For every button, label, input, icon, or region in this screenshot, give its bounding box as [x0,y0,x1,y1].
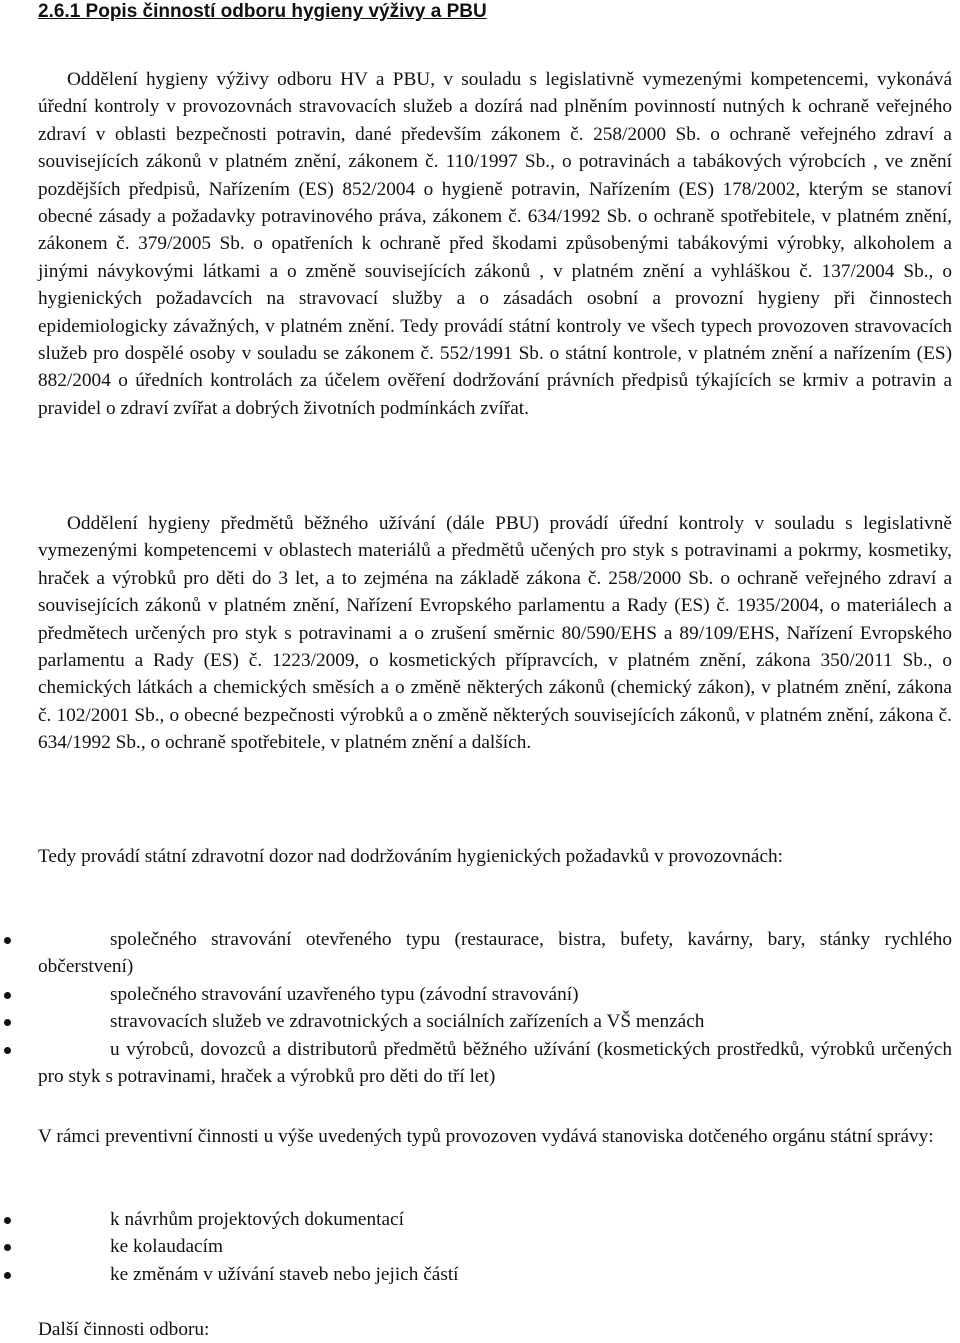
dozor-list [0,926,952,1090]
list-item [0,1206,952,1233]
bullet-icon [4,937,11,944]
list-item [0,981,952,1008]
list-item [0,1233,952,1260]
list-item-text: ke kolaudacím [110,1236,223,1258]
list-item-text: společného stravování uzavřeného typu (závodní stravování) [110,983,579,1005]
stanoviska-list [0,1206,952,1288]
section-heading: 2.6.1 Popis činností odboru hygieny výživy a PBU [38,1,487,22]
bullet-icon [4,992,11,999]
bullet-icon [4,1217,11,1224]
paragraph-dozor-intro: Tedy provádí státní zdravotní dozor nad dodržováním hygienických požadavků v provozovnách: [38,846,784,867]
list-item-text: společného stravování otevřeného typu (restaurace, bistra, bufety, kavárny, bary, stánky rychlého občerstvení) [38,929,952,978]
list-item-text: k návrhům projektových dokumentací [110,1209,404,1230]
paragraph-hygiena-vyzivy: Oddělení hygieny výživy odboru HV a PBU, v souladu s legislativně vymezenými kompetencemi, vykonává úřední kontroly v provozovnách stravovacích služeb a dozírá nad plněním povinností nutných k ochraně veřejného zdraví v oblasti bezpečnosti potravin, dané především zákonem č. 258/2000 Sb. o ochraně veřejného zdraví a souvisejících zákonů v platném znění, zákonem č. 110/1997 Sb., o potravinách a tabákových výrobcích , ve znění pozdějších předpisů, Nařízením (ES) 852/2004 o hygieně potravin, Nařízením (ES) 178/2002, kterým se stanoví obecné zásady a požadavky potravinového práva, zákonem č. 634/1992 Sb. o ochraně spotřebitele, v platném znění, zákonem č. 379/2005 Sb. o opatřeních k ochraně před škodami způsobenými tabákovými výrobky, alkoholem a jinými návykovými látkami a o změně souvisejících zákonů , v platném znění a vyhláškou č. 137/2004 Sb., o hygienických požadavcích na stravovací služby a o zásadách osobní a provozní hygieny při činnostech epidemiologicky závažných, v platném znění. Tedy provádí státní kontroly ve všech typech provozoven stravovacích služeb pro dospělé osoby v souladu se zákonem č. 552/1991 Sb. o státní kontrole, v platném znění a nařízením (ES) 882/2004 o úředních kontrolách za účelem ověření dodržování právních předpisů týkajících se krmiv a potravin a pravidel o zdraví zvířat a dobrých životních podmínkách zvířat. [38,69,952,419]
bullet-icon [4,1047,11,1054]
list-item-text: ke změnám v užívání staveb nebo jejich částí [110,1263,459,1285]
list-item [0,926,952,981]
list-item [0,1261,952,1288]
bullet-icon [4,1244,11,1251]
paragraph-dalsi-cinnosti: Další činnosti odboru: [38,1319,210,1340]
list-item [0,1036,952,1091]
bullet-icon [4,1272,11,1279]
paragraph-pbu: Oddělení hygieny předmětů běžného užívání (dále PBU) provádí úřední kontroly v souladu s legislativně vymezenými kompetencemi v oblastech materiálů a předmětů učených pro styk s potravinami a pokrmy, kosmetiky, hraček a výrobků pro děti do 3 let, a to zejména na základě zákona č. 258/2000 Sb. o ochraně veřejného zdraví a souvisejících zákonů v platném znění, Nařízení Evropského parlamentu a Rady (ES) č. 1935/2004, o materiálech a předmětech určených pro styk s potravinami a o zrušení směrnic 80/590/EHS a 89/109/EHS, Nařízení Evropského parlamentu a Rady (ES) č. 1223/2009, o kosmetických přípravcích, v platném znění, zákona 350/2011 Sb., o chemických látkách a chemických směsích a o změně některých zákonů (chemický zákon), v platném znění, zákona č. 102/2001 Sb., o obecné bezpečnosti výrobků a o změně některých souvisejících zákonů, v platném znění, zákona č. 634/1992 Sb., o ochraně spotřebitele, v platném znění a dalších. [38,513,952,754]
bullet-icon [4,1019,11,1026]
list-item-text: stravovacích služeb ve zdravotnických a sociálních zařízeních a VŠ menzách [110,1011,705,1033]
list-item [0,1008,952,1035]
list-item-text: u výrobců, dovozců a distributorů předmětů běžného užívání (kosmetických prostředků, výrobků určených pro styk s potravinami, hraček a výrobků pro děti do tří let) [38,1038,952,1088]
paragraph-prevence-intro: V rámci preventivní činnosti u výše uvedených typů provozoven vydává stanoviska dotčeného orgánu státní správy: [38,1126,934,1147]
